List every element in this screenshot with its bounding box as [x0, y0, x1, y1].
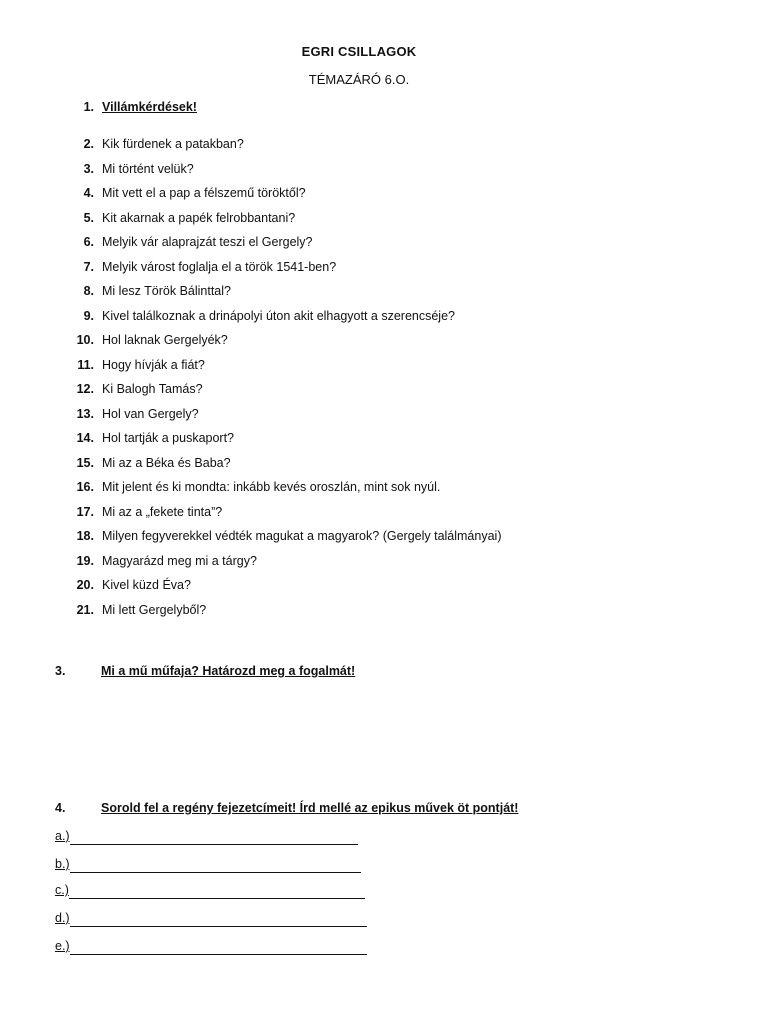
question-number: 16. [76, 480, 94, 494]
answer-blank[interactable] [70, 831, 358, 845]
question-text: Mit jelent és ki mondta: inkább kevés oroszlán, mint sok nyúl. [102, 480, 441, 494]
question-number: 6. [83, 235, 94, 249]
question-number: 5. [83, 210, 94, 225]
question-number: 12. [76, 382, 94, 396]
question-text: Melyik vár alaprajzát teszi el Gergely? [102, 235, 313, 249]
question-text: Melyik várost foglalja el a török 1541-ben? [102, 259, 337, 274]
question-text: Mi az a Béka és Baba? [102, 455, 231, 470]
question-text: Mit vett el a pap a félszemű töröktől? [102, 186, 306, 200]
answer-line-c[interactable] [55, 881, 365, 899]
answer-blank[interactable] [69, 885, 365, 899]
section-3-text: Mi a mű műfaja? Határozd meg a fogalmát! [101, 664, 356, 678]
question-number: 14. [76, 431, 94, 445]
section-3-number: 3. [55, 664, 66, 678]
section-4-text: Sorold fel a regény fejezetcímeit! Írd mellé az epikus művek öt pontját! [101, 801, 519, 815]
question-number: 20. [76, 578, 94, 592]
answer-line-a[interactable] [55, 827, 358, 845]
question-text: Magyarázd meg mi a tárgy? [102, 553, 257, 568]
answer-line-e[interactable] [55, 937, 367, 955]
question-number: 15. [76, 455, 94, 470]
question-text: Kit akarnak a papék felrobbantani? [102, 210, 296, 225]
question-number: 3. [83, 161, 94, 176]
question-text: Hol tartják a puskaport? [102, 431, 235, 445]
answer-blank[interactable] [70, 941, 367, 955]
answer-label: d.) [55, 911, 70, 925]
question-text: Hol laknak Gergelyék? [102, 333, 228, 347]
question-number: 19. [76, 553, 94, 568]
question-number: 21. [76, 602, 94, 617]
answer-line-d[interactable] [55, 909, 367, 927]
section-4-number: 4. [55, 801, 66, 815]
question-text: Kik fürdenek a patakban? [102, 137, 244, 151]
question-text: Mi lett Gergelyből? [102, 602, 207, 617]
question-number: 2. [83, 137, 94, 151]
question-number: 7. [83, 259, 94, 274]
question-number: 10. [76, 333, 94, 347]
question-number: 17. [76, 504, 94, 519]
answer-label: e.) [55, 939, 70, 953]
question-text: Mi az a „fekete tinta”? [102, 504, 223, 519]
question-text: Mi lesz Török Bálinttal? [102, 284, 231, 298]
section-3-heading [55, 662, 355, 680]
question-number: 9. [83, 308, 94, 323]
answer-label: c.) [55, 883, 69, 897]
question-number: 4. [83, 186, 94, 200]
page-title: EGRI CSILLAGOK [301, 44, 417, 59]
page-subtitle: TÉMAZÁRÓ 6.O. [308, 72, 410, 87]
question-number: 13. [76, 406, 94, 421]
answer-label: a.) [55, 829, 70, 843]
question-text: Villámkérdések! [102, 100, 197, 114]
answer-blank[interactable] [70, 913, 367, 927]
question-text: Kivel találkoznak a drinápolyi úton akit elhagyott a szerencséje? [102, 308, 455, 323]
section-4-heading [55, 799, 518, 817]
answer-blank[interactable] [70, 859, 361, 873]
answer-line-b[interactable] [55, 855, 361, 873]
answer-label: b.) [55, 857, 70, 871]
question-text: Hol van Gergely? [102, 406, 199, 421]
question-text: Ki Balogh Tamás? [102, 382, 203, 396]
question-number: 11. [77, 357, 94, 372]
question-text: Hogy hívják a fiát? [102, 357, 205, 372]
question-text: Kivel küzd Éva? [102, 578, 191, 592]
question-number: 8. [83, 284, 94, 298]
question-text: Mi történt velük? [102, 161, 194, 176]
question-number: 1. [83, 100, 94, 114]
question-number: 18. [76, 529, 94, 543]
question-text: Milyen fegyverekkel védték magukat a magyarok? (Gergely találmányai) [102, 529, 502, 543]
